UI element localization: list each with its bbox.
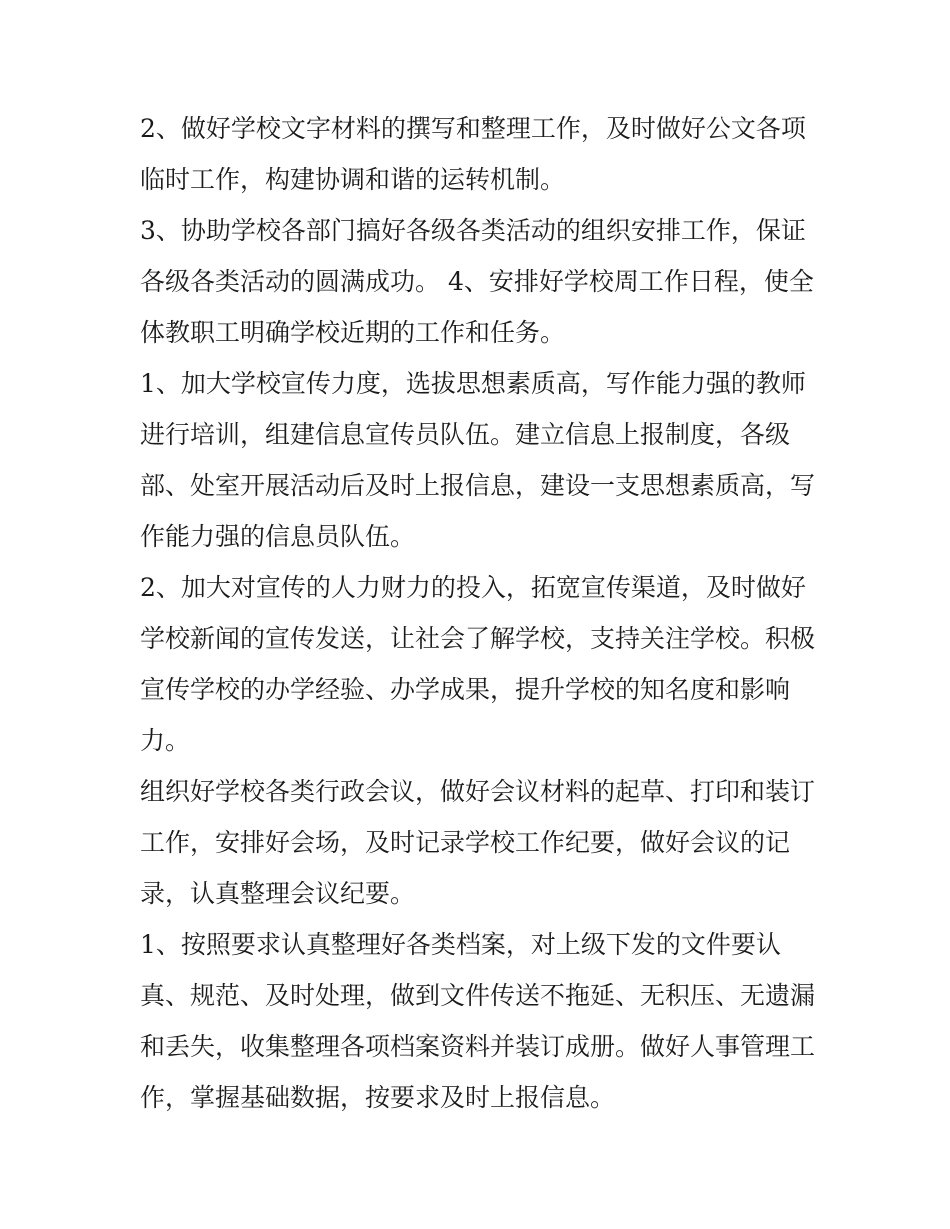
text-line: 作能力强的信息员队伍。 <box>140 522 416 551</box>
text-line: 组织好学校各类行政会议，做好会议材料的起草、打印和装订 <box>140 777 816 806</box>
text-line: 1、加大学校宣传力度，选拔思想素质高，写作能力强的教师 <box>140 369 806 398</box>
text-line: 工作，安排好会场，及时记录学校工作纪要，做好会议的记 <box>140 828 791 857</box>
text-line: 体教职工明确学校近期的工作和任务。 <box>140 318 566 347</box>
text-line: 各级各类活动的圆满成功。 4、安排好学校周工作日程，使全 <box>140 267 814 296</box>
text-line: 宣传学校的办学经验、办学成果，提升学校的知名度和影响 <box>140 675 791 704</box>
text-line: 3、协助学校各部门搞好各级各类活动的组织安排工作，保证 <box>140 216 806 245</box>
text-line: 和丢失，收集整理各项档案资料并装订成册。做好人事管理工 <box>140 1032 816 1061</box>
text-line: 力。 <box>140 726 191 755</box>
text-line: 2、做好学校文字材料的撰写和整理工作，及时做好公文各项 <box>140 114 806 143</box>
text-line: 部、处室开展活动后及时上报信息，建设一支思想素质高，写 <box>140 471 816 500</box>
text-line: 临时工作，构建协调和谐的运转机制。 <box>140 165 566 194</box>
text-line: 学校新闻的宣传发送，让社会了解学校，支持关注学校。积极 <box>140 624 816 653</box>
text-line: 真、规范、及时处理，做到文件传送不拖延、无积压、无遗漏 <box>140 981 816 1010</box>
text-line: 作，掌握基础数据，按要求及时上报信息。 <box>140 1083 616 1112</box>
document-body <box>140 103 830 1123</box>
text-line: 2、加大对宣传的人力财力的投入，拓宽宣传渠道，及时做好 <box>140 573 806 602</box>
text-line: 1、按照要求认真整理好各类档案，对上级下发的文件要认 <box>140 930 781 959</box>
text-line: 录，认真整理会议纪要。 <box>140 879 416 908</box>
text-line: 进行培训，组建信息宣传员队伍。建立信息上报制度，各级 <box>140 420 791 449</box>
